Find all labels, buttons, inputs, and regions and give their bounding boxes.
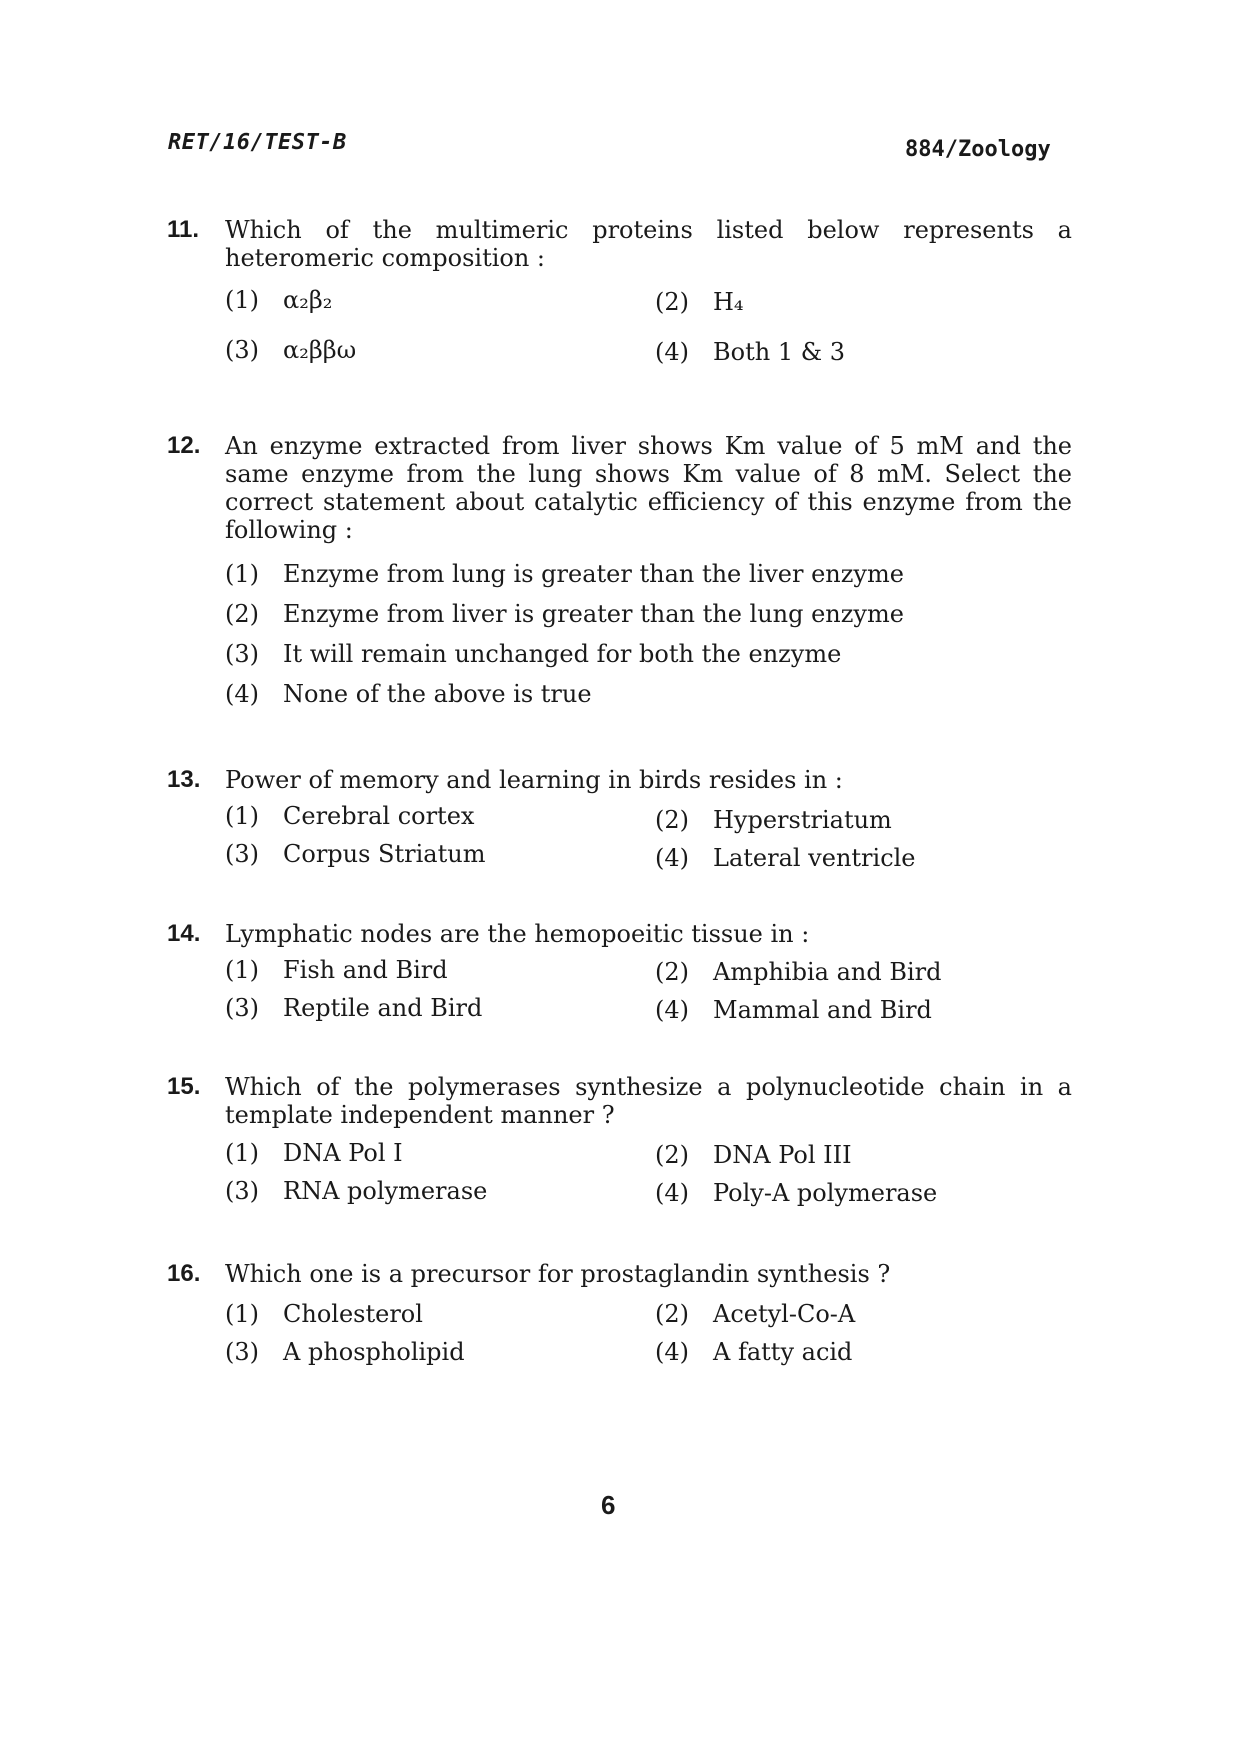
option-1 — [225, 1139, 403, 1167]
question-text: Power of memory and learning in birds resides in : — [225, 766, 843, 794]
question-text: Which of the multimeric proteins listed below represents a heteromeric composition : — [225, 216, 1072, 272]
question-14 — [167, 920, 1072, 1036]
option-1 — [225, 286, 332, 314]
option-2 — [655, 1141, 852, 1169]
question-text: Which one is a precursor for prostaglandin synthesis ? — [225, 1260, 891, 1288]
option-label: DNA Pol I — [283, 1139, 403, 1167]
option-number: (3) — [225, 640, 259, 668]
option-1 — [225, 554, 1072, 594]
option-label: It will remain unchanged for both the enzyme — [283, 640, 842, 668]
option-number: (2) — [655, 1300, 689, 1328]
option-number: (3) — [225, 1177, 259, 1205]
option-3 — [225, 840, 485, 868]
page-number: 6 — [601, 1490, 616, 1520]
option-number: (2) — [655, 958, 689, 986]
option-3 — [225, 1177, 487, 1205]
option-label: α₂β₂ — [283, 286, 333, 314]
option-label: Poly-A polymerase — [713, 1179, 938, 1207]
option-3 — [225, 994, 482, 1022]
option-number: (2) — [655, 288, 689, 316]
option-4 — [655, 1338, 852, 1366]
option-number: (4) — [225, 680, 259, 708]
question-number: 11. — [167, 216, 200, 243]
option-number: (4) — [655, 1179, 689, 1207]
option-label: Cholesterol — [283, 1300, 423, 1328]
option-4 — [655, 1179, 937, 1207]
option-label: α₂ββω — [283, 336, 357, 364]
option-number: (1) — [225, 1139, 259, 1167]
option-1 — [225, 956, 448, 984]
option-label: None of the above is true — [283, 680, 592, 708]
question-text: An enzyme extracted from liver shows Km value of 5 mM and the same enzyme from the lung shows Km value of 8 mM. Select the correct statement about catalytic efficiency of this enzyme from the following : — [225, 432, 1072, 544]
option-label: Both 1 & 3 — [713, 338, 845, 366]
question-number: 14. — [167, 920, 201, 947]
option-label: Enzyme from lung is greater than the liver enzyme — [283, 560, 904, 588]
option-3 — [225, 634, 1072, 674]
question-number: 13. — [167, 766, 201, 793]
option-number: (1) — [225, 286, 259, 314]
question-15 — [167, 1073, 1072, 1219]
option-4 — [655, 338, 845, 366]
option-1 — [225, 802, 474, 830]
option-label: Cerebral cortex — [283, 802, 475, 830]
option-2 — [655, 288, 744, 316]
option-2 — [655, 806, 892, 834]
option-label: RNA polymerase — [283, 1177, 488, 1205]
option-label: Hyperstriatum — [713, 806, 892, 834]
option-number: (3) — [225, 840, 259, 868]
option-3 — [225, 336, 356, 364]
option-number: (1) — [225, 1300, 259, 1328]
question-number: 15. — [167, 1073, 201, 1100]
option-label: A phospholipid — [283, 1338, 465, 1366]
option-number: (2) — [655, 1141, 689, 1169]
question-16 — [167, 1260, 1072, 1380]
options-grid — [225, 956, 1072, 1036]
option-number: (3) — [225, 1338, 259, 1366]
option-label: Acetyl-Co-A — [713, 1300, 856, 1328]
option-number: (3) — [225, 994, 259, 1022]
option-1 — [225, 1300, 423, 1328]
options-grid — [225, 1300, 1072, 1380]
option-4 — [225, 674, 1072, 714]
option-label: A fatty acid — [713, 1338, 853, 1366]
question-text: Lymphatic nodes are the hemopoeitic tissue in : — [225, 920, 810, 948]
options-list — [225, 554, 1072, 714]
option-2 — [225, 594, 1072, 634]
option-label: Corpus Striatum — [283, 840, 486, 868]
header-left: RET/16/TEST-B — [168, 130, 347, 155]
question-13 — [167, 766, 1072, 882]
question-11 — [167, 216, 1072, 366]
option-2 — [655, 958, 941, 986]
option-4 — [655, 844, 916, 872]
question-number: 12. — [167, 432, 201, 459]
option-number: (2) — [225, 600, 259, 628]
option-number: (1) — [225, 802, 259, 830]
option-number: (1) — [225, 956, 259, 984]
options-grid — [225, 802, 1072, 882]
question-number: 16. — [167, 1260, 201, 1287]
option-label: Lateral ventricle — [713, 844, 916, 872]
option-label: H₄ — [713, 288, 744, 316]
option-label: Enzyme from liver is greater than the lung enzyme — [283, 600, 904, 628]
option-number: (4) — [655, 338, 689, 366]
options-grid — [225, 286, 1072, 366]
question-12 — [167, 432, 1072, 714]
option-number: (2) — [655, 806, 689, 834]
option-3 — [225, 1338, 465, 1366]
option-number: (3) — [225, 336, 259, 364]
option-label: Reptile and Bird — [283, 994, 483, 1022]
question-text: Which of the polymerases synthesize a polynucleotide chain in a template independent manner ? — [225, 1073, 1072, 1129]
option-4 — [655, 996, 932, 1024]
option-number: (4) — [655, 1338, 689, 1366]
option-label: Fish and Bird — [283, 956, 448, 984]
option-number: (1) — [225, 560, 259, 588]
option-label: Mammal and Bird — [713, 996, 932, 1024]
option-number: (4) — [655, 996, 689, 1024]
option-2 — [655, 1300, 855, 1328]
option-label: DNA Pol III — [713, 1141, 852, 1169]
header-right: 884/Zoology — [905, 137, 1051, 162]
options-grid — [225, 1139, 1072, 1219]
option-number: (4) — [655, 844, 689, 872]
option-label: Amphibia and Bird — [713, 958, 942, 986]
